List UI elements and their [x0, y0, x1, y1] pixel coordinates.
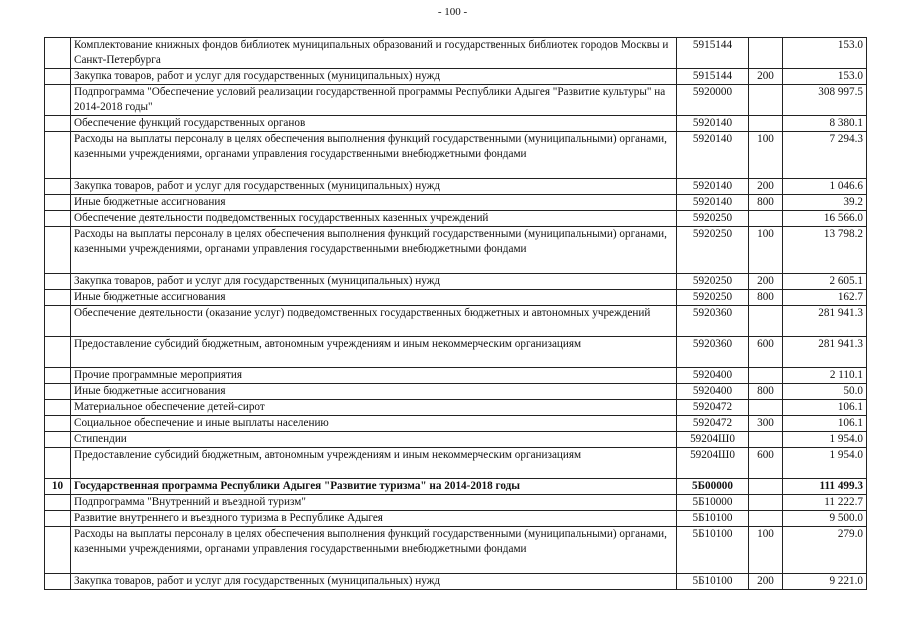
- expense-item-name: Государственная программа Республики Адыгея "Развитие туризма" на 2014-2018 годы: [71, 479, 677, 495]
- expense-item-name: Расходы на выплаты персоналу в целях обеспечения выполнения функций государственными (муниципальными) органами, казенными учреждениями, органами управления государственными внебюджетными фондами: [71, 227, 677, 274]
- amount-value: 9 221.0: [783, 574, 867, 590]
- expense-type-code: 800: [749, 290, 783, 306]
- expense-item-name: Подпрограмма "Внутренний и въездной туризм": [71, 495, 677, 511]
- amount-value: 111 499.3: [783, 479, 867, 495]
- amount-value: 2 110.1: [783, 368, 867, 384]
- expense-type-code: [749, 211, 783, 227]
- amount-value: 1 954.0: [783, 448, 867, 479]
- target-article-code: 5920472: [677, 400, 749, 416]
- expense-item-name: Закупка товаров, работ и услуг для государственных (муниципальных) нужд: [71, 574, 677, 590]
- table-row: [45, 511, 867, 527]
- target-article-code: 59204Ш0: [677, 432, 749, 448]
- row-number: [45, 400, 71, 416]
- expense-type-code: 800: [749, 195, 783, 211]
- amount-value: 2 605.1: [783, 274, 867, 290]
- expense-type-code: 600: [749, 448, 783, 479]
- page-number: - 100 -: [437, 6, 468, 18]
- expense-item-name: Расходы на выплаты персоналу в целях обеспечения выполнения функций государственными (муниципальными) органами, казенными учреждениями, органами управления государственными внебюджетными фондами: [71, 527, 677, 574]
- amount-value: 1 954.0: [783, 432, 867, 448]
- expense-item-name: Прочие программные мероприятия: [71, 368, 677, 384]
- table-row: [45, 368, 867, 384]
- amount-value: 279.0: [783, 527, 867, 574]
- row-number: 10: [45, 479, 71, 495]
- table-row: [45, 306, 867, 337]
- row-number: [45, 274, 71, 290]
- amount-value: 9 500.0: [783, 511, 867, 527]
- row-number: [45, 527, 71, 574]
- expense-item-name: Закупка товаров, работ и услуг для государственных (муниципальных) нужд: [71, 69, 677, 85]
- expense-item-name: Социальное обеспечение и иные выплаты населению: [71, 416, 677, 432]
- table-row: [45, 337, 867, 368]
- row-number: [45, 116, 71, 132]
- expense-item-name: Расходы на выплаты персоналу в целях обеспечения выполнения функций государственными (муниципальными) органами, казенными учреждениями, органами управления государственными внебюджетными фондами: [71, 132, 677, 179]
- table-row: [45, 384, 867, 400]
- expense-item-name: Комплектование книжных фондов библиотек муниципальных образований и государственных библиотек городов Москвы и Санкт-Петербурга: [71, 38, 677, 69]
- row-number: [45, 574, 71, 590]
- table-row: [45, 85, 867, 116]
- expense-item-name: Обеспечение деятельности подведомственных государственных казенных учреждений: [71, 211, 677, 227]
- table-row: [45, 290, 867, 306]
- row-number: [45, 227, 71, 274]
- amount-value: 8 380.1: [783, 116, 867, 132]
- row-number: [45, 179, 71, 195]
- expense-item-name: Обеспечение деятельности (оказание услуг) подведомственных государственных бюджетных и автономных учреждений: [71, 306, 677, 337]
- expense-type-code: [749, 511, 783, 527]
- budget-table: [44, 37, 867, 590]
- table-row: [45, 495, 867, 511]
- target-article-code: 5920140: [677, 179, 749, 195]
- expense-type-code: 800: [749, 384, 783, 400]
- table-row: [45, 479, 867, 495]
- row-number: [45, 38, 71, 69]
- row-number: [45, 511, 71, 527]
- amount-value: 308 997.5: [783, 85, 867, 116]
- expense-item-name: Стипендии: [71, 432, 677, 448]
- row-number: [45, 416, 71, 432]
- expense-type-code: 100: [749, 527, 783, 574]
- target-article-code: 59204Ш0: [677, 448, 749, 479]
- row-number: [45, 85, 71, 116]
- expense-type-code: [749, 400, 783, 416]
- expense-item-name: Предоставление субсидий бюджетным, автономным учреждениям и иным некоммерческим организациям: [71, 448, 677, 479]
- expense-type-code: 200: [749, 179, 783, 195]
- budget-table-body: [45, 38, 867, 590]
- amount-value: 1 046.6: [783, 179, 867, 195]
- amount-value: 281 941.3: [783, 337, 867, 368]
- table-row: [45, 69, 867, 85]
- expense-type-code: 200: [749, 69, 783, 85]
- target-article-code: 5920250: [677, 211, 749, 227]
- expense-type-code: [749, 495, 783, 511]
- expense-item-name: Иные бюджетные ассигнования: [71, 195, 677, 211]
- table-row: [45, 195, 867, 211]
- target-article-code: 5915144: [677, 38, 749, 69]
- expense-item-name: Обеспечение функций государственных органов: [71, 116, 677, 132]
- amount-value: 16 566.0: [783, 211, 867, 227]
- target-article-code: 5920140: [677, 132, 749, 179]
- table-row: [45, 227, 867, 274]
- expense-item-name: Иные бюджетные ассигнования: [71, 384, 677, 400]
- row-number: [45, 211, 71, 227]
- expense-type-code: [749, 432, 783, 448]
- row-number: [45, 306, 71, 337]
- expense-item-name: Закупка товаров, работ и услуг для государственных (муниципальных) нужд: [71, 179, 677, 195]
- amount-value: 153.0: [783, 69, 867, 85]
- target-article-code: 5920360: [677, 337, 749, 368]
- row-number: [45, 69, 71, 85]
- amount-value: 106.1: [783, 416, 867, 432]
- amount-value: 153.0: [783, 38, 867, 69]
- table-row: [45, 132, 867, 179]
- target-article-code: 5Б10100: [677, 511, 749, 527]
- table-row: [45, 448, 867, 479]
- expense-item-name: Развитие внутреннего и въездного туризма в Республике Адыгея: [71, 511, 677, 527]
- expense-type-code: 100: [749, 132, 783, 179]
- row-number: [45, 195, 71, 211]
- expense-type-code: 200: [749, 274, 783, 290]
- expense-type-code: [749, 306, 783, 337]
- expense-item-name: Закупка товаров, работ и услуг для государственных (муниципальных) нужд: [71, 274, 677, 290]
- table-row: [45, 274, 867, 290]
- amount-value: 13 798.2: [783, 227, 867, 274]
- amount-value: 162.7: [783, 290, 867, 306]
- target-article-code: 5920400: [677, 368, 749, 384]
- target-article-code: 5920140: [677, 116, 749, 132]
- target-article-code: 5920140: [677, 195, 749, 211]
- expense-item-name: Материальное обеспечение детей-сирот: [71, 400, 677, 416]
- amount-value: 281 941.3: [783, 306, 867, 337]
- target-article-code: 5Б10000: [677, 495, 749, 511]
- target-article-code: 5920250: [677, 274, 749, 290]
- table-row: [45, 179, 867, 195]
- expense-item-name: Предоставление субсидий бюджетным, автономным учреждениям и иным некоммерческим организациям: [71, 337, 677, 368]
- row-number: [45, 337, 71, 368]
- target-article-code: 5920360: [677, 306, 749, 337]
- target-article-code: 5920472: [677, 416, 749, 432]
- expense-type-code: 600: [749, 337, 783, 368]
- row-number: [45, 495, 71, 511]
- table-row: [45, 416, 867, 432]
- amount-value: 7 294.3: [783, 132, 867, 179]
- table-row: [45, 400, 867, 416]
- target-article-code: 5Б00000: [677, 479, 749, 495]
- table-row: [45, 211, 867, 227]
- expense-type-code: 300: [749, 416, 783, 432]
- expense-type-code: [749, 116, 783, 132]
- table-row: [45, 38, 867, 69]
- target-article-code: 5920250: [677, 227, 749, 274]
- target-article-code: 5Б10100: [677, 527, 749, 574]
- expense-type-code: [749, 479, 783, 495]
- expense-type-code: [749, 85, 783, 116]
- expense-type-code: 100: [749, 227, 783, 274]
- amount-value: 106.1: [783, 400, 867, 416]
- target-article-code: 5920000: [677, 85, 749, 116]
- row-number: [45, 448, 71, 479]
- row-number: [45, 432, 71, 448]
- amount-value: 39.2: [783, 195, 867, 211]
- row-number: [45, 368, 71, 384]
- table-row: [45, 574, 867, 590]
- amount-value: 50.0: [783, 384, 867, 400]
- row-number: [45, 132, 71, 179]
- amount-value: 11 222.7: [783, 495, 867, 511]
- target-article-code: 5920250: [677, 290, 749, 306]
- expense-item-name: Подпрограмма "Обеспечение условий реализации государственной программы Республики Адыгея "Развитие культуры" на 2014-2018 годы": [71, 85, 677, 116]
- table-row: [45, 432, 867, 448]
- target-article-code: 5Б10100: [677, 574, 749, 590]
- row-number: [45, 290, 71, 306]
- expense-item-name: Иные бюджетные ассигнования: [71, 290, 677, 306]
- table-row: [45, 116, 867, 132]
- target-article-code: 5915144: [677, 69, 749, 85]
- table-row: [45, 527, 867, 574]
- target-article-code: 5920400: [677, 384, 749, 400]
- expense-type-code: [749, 38, 783, 69]
- expense-type-code: 200: [749, 574, 783, 590]
- expense-type-code: [749, 368, 783, 384]
- row-number: [45, 384, 71, 400]
